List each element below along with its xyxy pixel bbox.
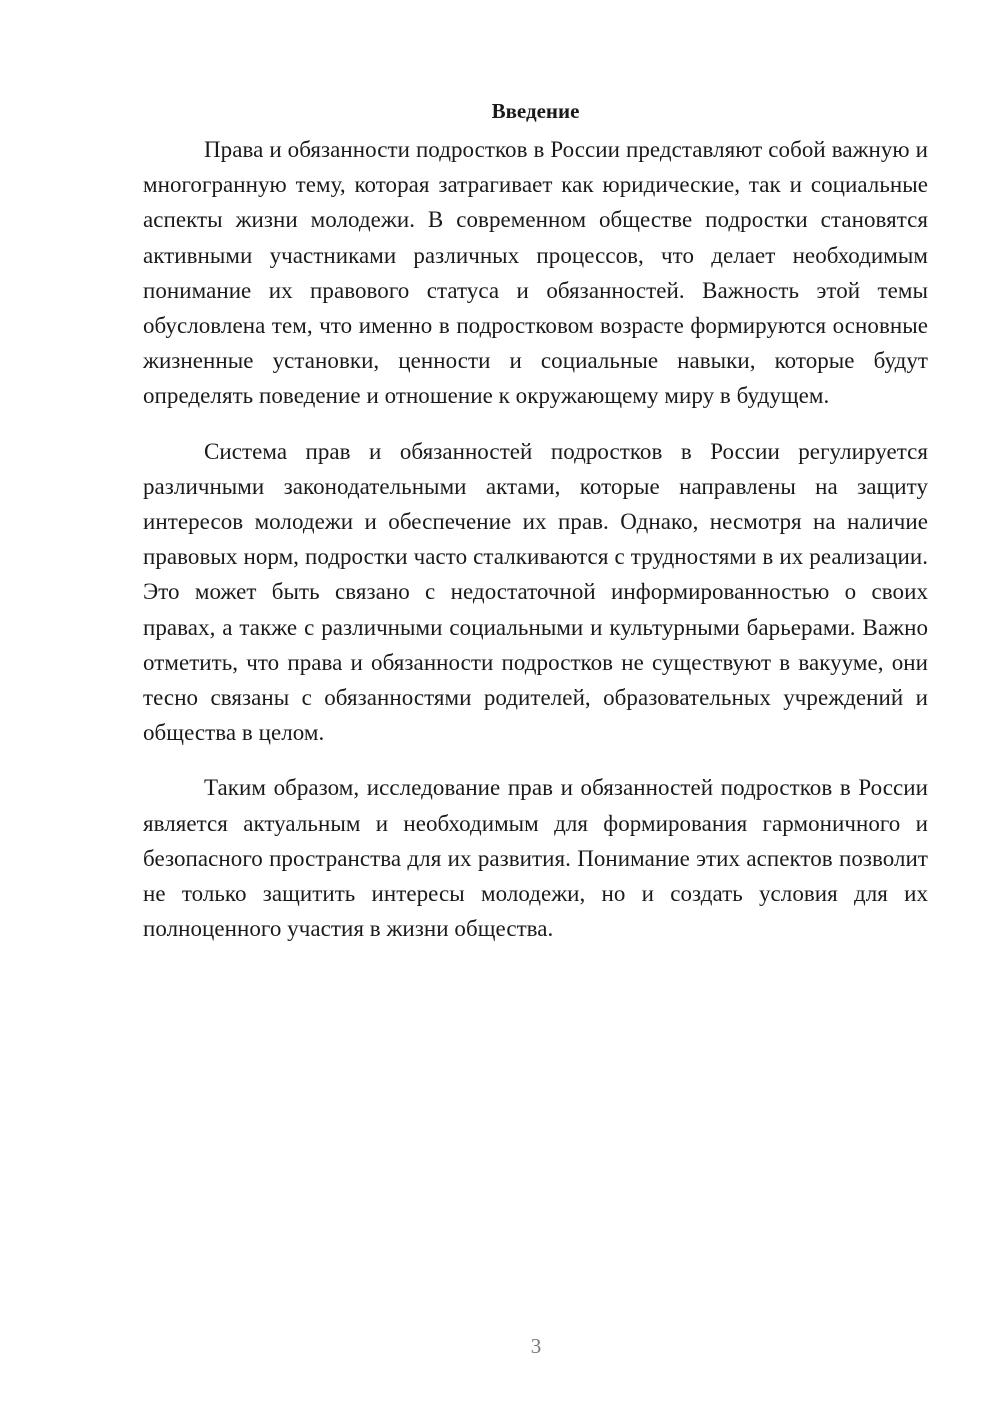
document-body: [143, 96, 928, 966]
section-title: Введение: [491, 99, 580, 123]
page-number: 3: [530, 1334, 542, 1358]
paragraph-1: Права и обязанности подростков в России представляют собой важную и многогранную тему, которая затрагивает как юридические, так и социальные аспекты жизни молодежи. В современном обществе подростки становятся активными участниками различных процессов, что делает необходимым понимание их правового статуса и обязанностей. Важность этой темы обусловлена тем, что именно в подростковом возрасте формируются основные жизненные установки, ценности и социальные навыки, которые будут определять поведение и отношение к окружающему миру в будущем.: [143, 137, 928, 409]
paragraph-2: Система прав и обязанностей подростков в России регулируется различными законодательными актами, которые направлены на защиту интересов молодежи и обеспечение их прав. Однако, несмотря на наличие правовых норм, подростки часто сталкиваются с трудностями в их реализации. Это может быть связано с недостаточной информированностью о своих правах, а также с различными социальными и культурными барьерами. Важно отметить, что права и обязанности подростков не существуют в вакууме, они тесно связаны с обязанностями родителей, образовательных учреждений и общества в целом.: [143, 438, 928, 746]
paragraph-3: Таким образом, исследование прав и обязанностей подростков в России является актуальным и необходимым для формирования гармоничного и безопасного пространства для их развития. Понимание этих аспектов позволит не только защитить интересы молодежи, но и создать условия для их полноценного участия в жизни общества.: [143, 775, 928, 942]
